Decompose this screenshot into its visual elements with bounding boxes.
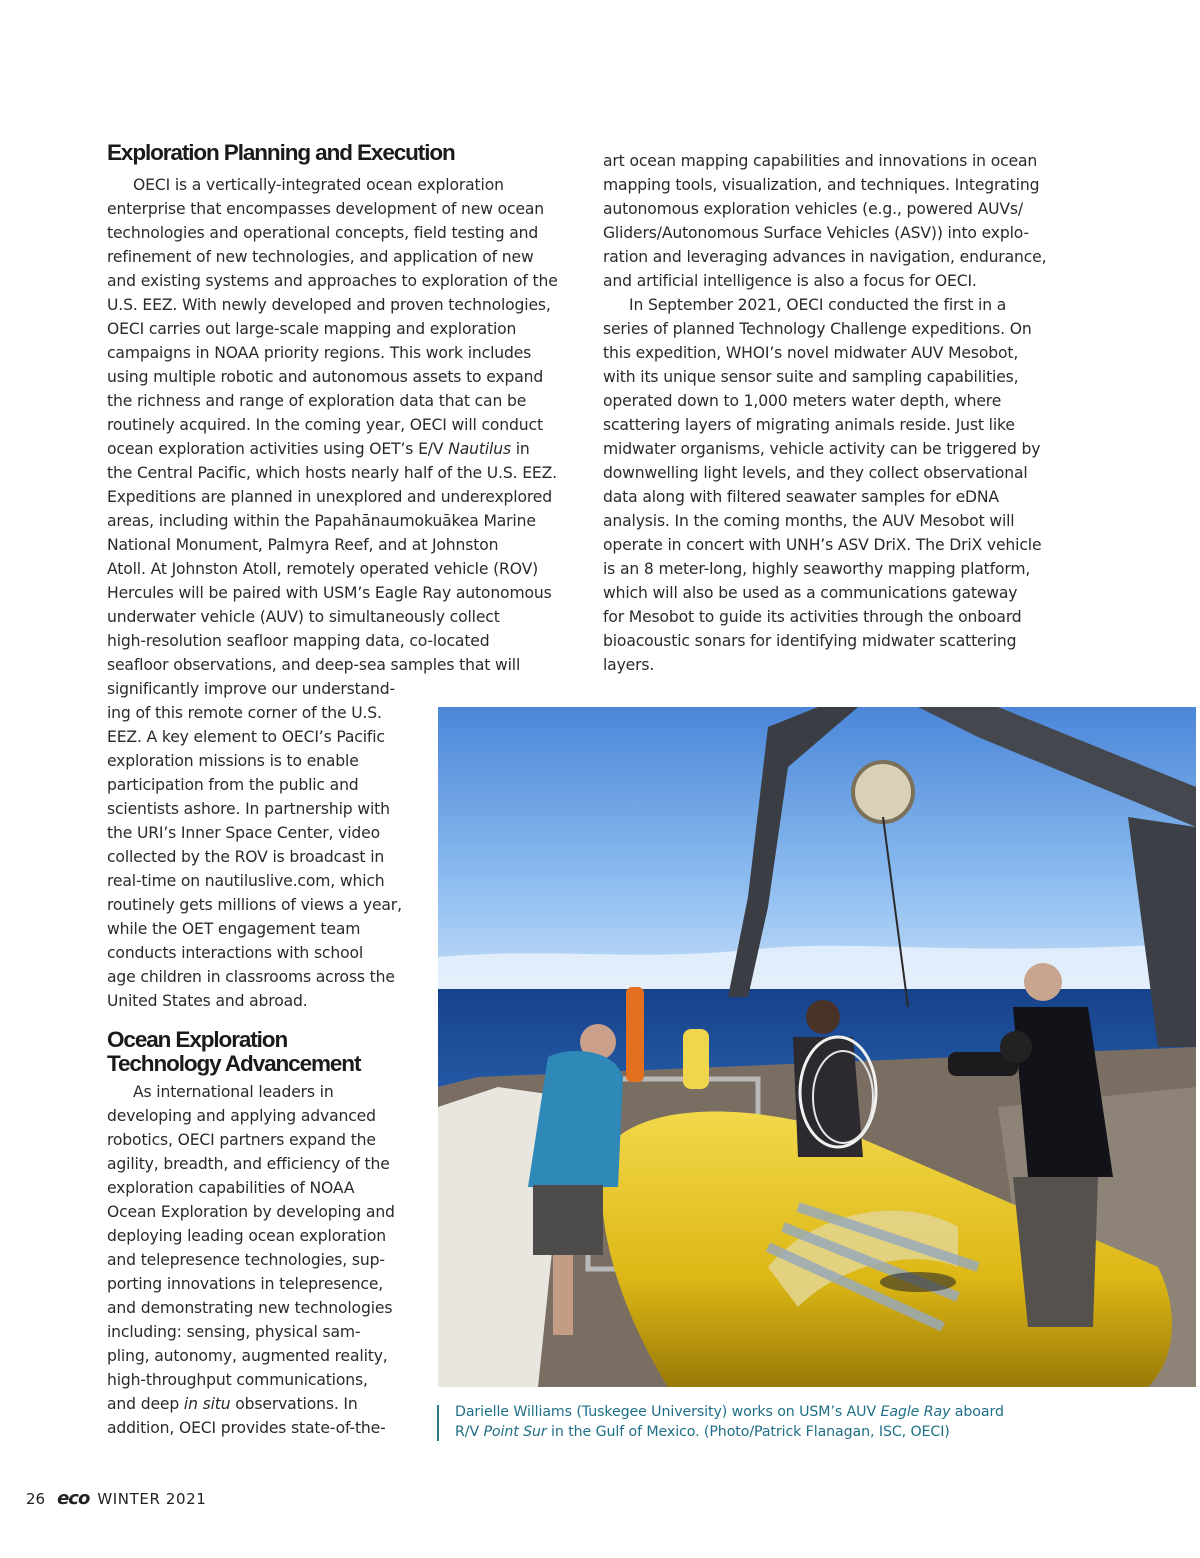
body-line: OECI is a vertically-integrated ocean exploration [133,176,504,194]
body-line: seafloor observations, and deep-sea samples that will [107,656,521,674]
heading-line: Technology Advancement [107,1051,361,1076]
body-line: and artificial intelligence is also a focus for OECI. [603,272,977,290]
caption-text: aboard [950,1404,1004,1420]
body-line: exploration missions is to enable [107,752,359,770]
body-line: pling, autonomy, augmented reality, [107,1347,388,1365]
body-line: midwater organisms, vehicle activity can be triggered by [603,440,1041,458]
body-line: As international leaders in [133,1083,334,1101]
body-line: operate in concert with UNH’s ASV DriX. The DriX vehicle [603,536,1042,554]
photo-caption-line [455,1402,1004,1422]
body-line: while the OET engagement team [107,920,361,938]
body-line: operated down to 1,000 meters water depth, where [603,392,1002,410]
body-line: technologies and operational concepts, field testing and [107,224,539,242]
body-line: with its unique sensor suite and sampling capabilities, [603,368,1019,386]
body-line: analysis. In the coming months, the AUV Mesobot will [603,512,1015,530]
section-heading-planning: Exploration Planning and Execution [107,140,455,165]
body-line: porting innovations in telepresence, [107,1275,384,1293]
body-line: U.S. EEZ. With newly developed and proven technologies, [107,296,551,314]
body-line: conducts interactions with school [107,944,364,962]
body-line: the richness and range of exploration data that can be [107,392,527,410]
body-line: scientists ashore. In partnership with [107,800,390,818]
body-line: high-resolution seafloor mapping data, co-located [107,632,490,650]
body-line: In September 2021, OECI conducted the first in a [629,296,1007,314]
body-line: art ocean mapping capabilities and innovations in ocean [603,152,1038,170]
body-line: mapping tools, visualization, and techniques. Integrating [603,176,1040,194]
auv-deck-photo [438,707,1196,1387]
body-line: ration and leveraging advances in navigation, endurance, [603,248,1047,266]
body-line: United States and abroad. [107,992,308,1010]
body-line-text: and deep [107,1395,184,1413]
body-line: areas, including within the Papahānaumokuākea Marine [107,512,536,530]
issue-label: WINTER 2021 [97,1489,207,1508]
body-line: Atoll. At Johnston Atoll, remotely operated vehicle (ROV) [107,560,539,578]
body-line: Hercules will be paired with USM’s Eagle Ray autonomous [107,584,552,602]
body-line: this expedition, WHOI’s novel midwater AUV Mesobot, [603,344,1019,362]
body-line: robotics, OECI partners expand the [107,1131,376,1149]
vessel-name-italic: Nautilus [448,440,511,458]
body-line: for Mesobot to guide its activities through the onboard [603,608,1022,626]
photo-caption-line [455,1422,950,1442]
body-line: enterprise that encompasses development of new ocean [107,200,545,218]
caption-italic: Point Sur [483,1424,547,1440]
body-line: National Monument, Palmyra Reef, and at Johnston [107,536,499,554]
body-line-text: observations. In [230,1395,358,1413]
body-line: downwelling light levels, and they collect observational [603,464,1028,482]
body-line: real-time on nautiluslive.com, which [107,872,385,890]
body-line: which will also be used as a communications gateway [603,584,1018,602]
body-line: underwater vehicle (AUV) to simultaneously collect [107,608,500,626]
body-line: participation from the public and [107,776,359,794]
magazine-logo: eco [57,1488,90,1509]
body-line: high-throughput communications, [107,1371,368,1389]
page-footer [26,1488,206,1509]
body-line: EEZ. A key element to OECI’s Pacific [107,728,385,746]
body-line [107,1392,358,1416]
body-line: using multiple robotic and autonomous assets to expand [107,368,544,386]
body-line: ing of this remote corner of the U.S. [107,704,382,722]
heading-line: Ocean Exploration [107,1027,288,1052]
body-line-text: ocean exploration activities using OET’s E/V [107,440,449,458]
body-line: autonomous exploration vehicles (e.g., powered AUVs/ [603,200,1023,218]
photo-illustration [438,707,1196,1387]
body-line: Ocean Exploration by developing and [107,1203,395,1221]
body-line: routinely acquired. In the coming year, OECI will conduct [107,416,543,434]
body-line: refinement of new technologies, and application of new [107,248,534,266]
caption-rule [437,1405,439,1441]
caption-text: R/V [455,1424,484,1440]
body-line: Gliders/Autonomous Surface Vehicles (ASV)) into explo- [603,224,1029,242]
section-heading-technology [107,1028,360,1076]
body-line: and demonstrating new technologies [107,1299,393,1317]
body-line: series of planned Technology Challenge expeditions. On [603,320,1032,338]
body-line: data along with filtered seawater samples for eDNA [603,488,999,506]
caption-text: Darielle Williams (Tuskegee University) works on USM’s AUV [455,1404,881,1420]
caption-text: in the Gulf of Mexico. (Photo/Patrick Flanagan, ISC, OECI) [546,1424,950,1440]
body-line: age children in classrooms across the [107,968,395,986]
body-line: is an 8 meter-long, highly seaworthy mapping platform, [603,560,1031,578]
body-line: campaigns in NOAA priority regions. This work includes [107,344,532,362]
body-line: including: sensing, physical sam- [107,1323,361,1341]
body-line: significantly improve our understand- [107,680,395,698]
body-line: layers. [603,656,655,674]
body-line: exploration capabilities of NOAA [107,1179,355,1197]
body-line: Expeditions are planned in unexplored and underexplored [107,488,552,506]
body-line: collected by the ROV is broadcast in [107,848,385,866]
body-line: bioacoustic sonars for identifying midwater scattering [603,632,1017,650]
body-line: agility, breadth, and efficiency of the [107,1155,390,1173]
body-line: the Central Pacific, which hosts nearly half of the U.S. EEZ. [107,464,557,482]
body-line: deploying leading ocean exploration [107,1227,387,1245]
page-number: 26 [26,1489,46,1508]
body-line: and existing systems and approaches to exploration of the [107,272,558,290]
body-line: routinely gets millions of views a year, [107,896,402,914]
in-situ-italic: in situ [183,1395,231,1413]
body-line: developing and applying advanced [107,1107,376,1125]
body-line [107,437,530,461]
caption-italic: Eagle Ray [880,1404,951,1420]
body-line: scattering layers of migrating animals reside. Just like [603,416,1015,434]
body-line: OECI carries out large-scale mapping and exploration [107,320,517,338]
body-line: and telepresence technologies, sup- [107,1251,385,1269]
body-line: the URI’s Inner Space Center, video [107,824,380,842]
body-line: addition, OECI provides state-of-the- [107,1419,386,1437]
body-line-text: in [510,440,530,458]
